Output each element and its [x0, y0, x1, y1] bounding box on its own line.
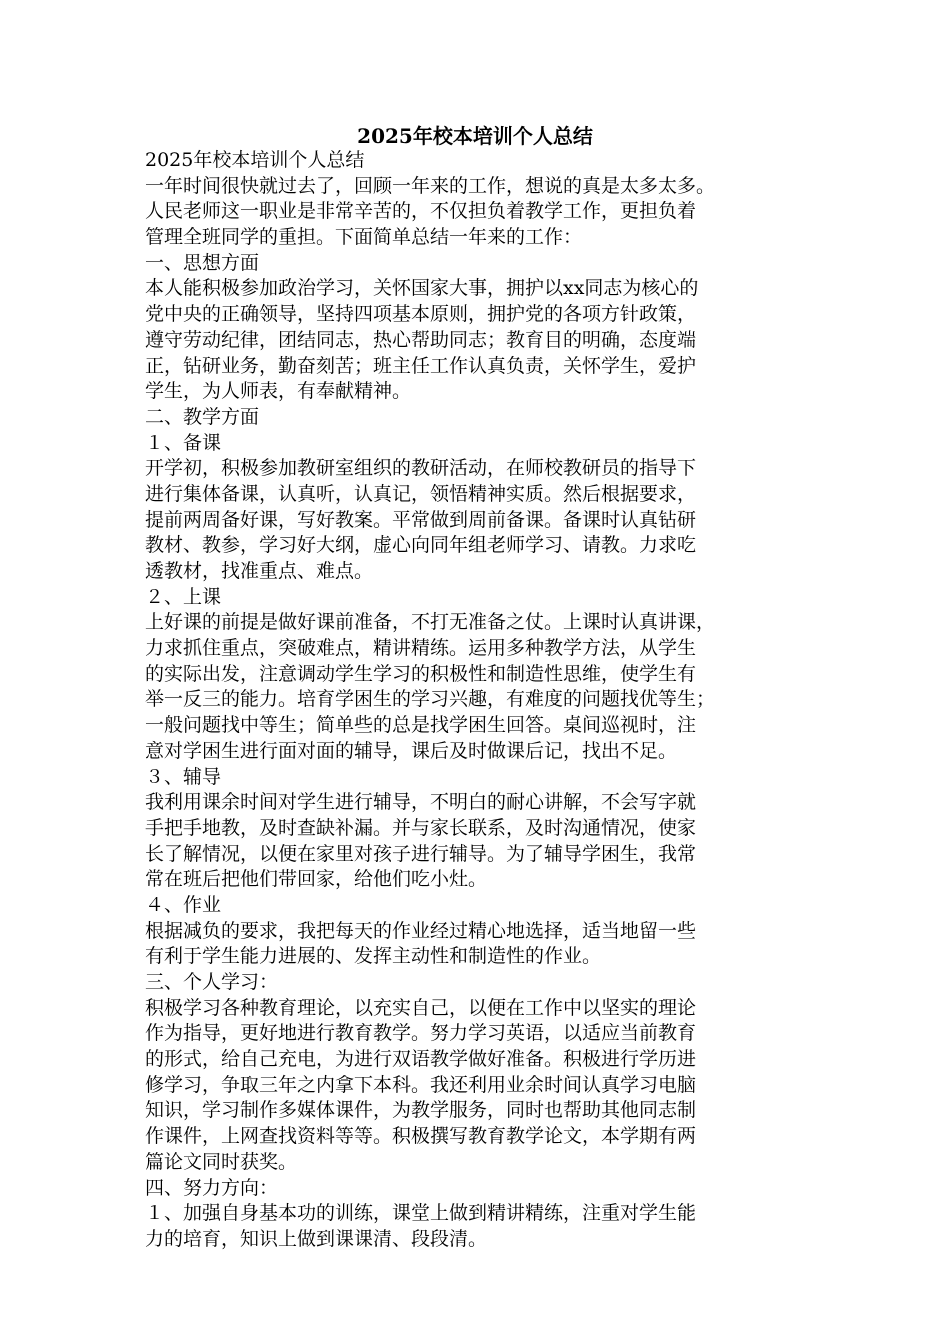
text-line: 手把手地教，及时查缺补漏。并与家长联系，及时沟通情况，使家	[145, 816, 697, 839]
text-line: 提前两周备好课，写好教案。平常做到周前备课。备课时认真钻研	[145, 508, 697, 531]
text-line: 常在班后把他们带回家，给他们吃小灶。	[145, 868, 488, 891]
text-line: 遵守劳动纪律，团结同志，热心帮助同志；教育目的明确，态度端	[145, 328, 697, 351]
text-line: 四、努力方向：	[145, 1176, 279, 1199]
text-line: 管理全班同学的重担。下面简单总结一年来的工作：	[145, 226, 583, 249]
text-line: 力的培育，知识上做到课课清、段段清。	[145, 1227, 488, 1250]
text-line: 开学初，积极参加教研室组织的教研活动，在师校教研员的指导下	[145, 457, 697, 480]
text-line: 进行集体备课，认真听，认真记，领悟精神实质。然后根据要求，	[145, 482, 697, 505]
text-line: 举一反三的能力。培育学困生的学习兴趣，有难度的问题找优等生；	[145, 688, 716, 711]
text-line: １、加强自身基本功的训练，课堂上做到精讲精练，注重对学生能	[145, 1202, 697, 1225]
text-line: 一年时间很快就过去了，回顾一年来的工作，想说的真是太多太多。	[145, 174, 716, 197]
text-line: 我利用课余时间对学生进行辅导，不明白的耐心讲解，不会写字就	[145, 791, 697, 814]
text-line: 一、思想方面	[145, 251, 260, 274]
text-line: 知识，学习制作多媒体课件，为教学服务，同时也帮助其他同志制	[145, 1099, 697, 1122]
document-title: 2025年校本培训个人总结	[357, 124, 593, 148]
text-line: 一般问题找中等生；简单些的总是找学困生回答。桌间巡视时，注	[145, 714, 697, 737]
text-line: 篇论文同时获奖。	[145, 1150, 298, 1173]
text-line: １、备课	[145, 431, 222, 454]
text-line: 修学习，争取三年之内拿下本科。我还利用业余时间认真学习电脑	[145, 1073, 697, 1096]
document-body	[145, 148, 810, 1253]
text-line: 学生，为人师表，有奉献精神。	[145, 380, 412, 403]
text-line: 的形式，给自己充电，为进行双语教学做好准备。积极进行学历进	[145, 1048, 697, 1071]
text-line: 积极学习各种教育理论，以充实自己，以便在工作中以坚实的理论	[145, 996, 697, 1019]
text-line: 党中央的正确领导，坚持四项基本原则，拥护党的各项方针政策，	[145, 303, 697, 326]
text-line: 长了解情况，以便在家里对孩子进行辅导。为了辅导学困生，我常	[145, 842, 697, 865]
text-line: 二、教学方面	[145, 405, 260, 428]
text-line: 有利于学生能力进展的、发挥主动性和制造性的作业。	[145, 945, 602, 968]
text-line: 本人能积极参加政治学习，关怀国家大事，拥护以xx同志为核心的	[145, 277, 699, 300]
text-line: ２、上课	[145, 585, 222, 608]
text-line: 上好课的前提是做好课前准备，不打无准备之仗。上课时认真讲课，	[145, 611, 716, 634]
text-line: 作课件，上网查找资料等等。积极撰写教育教学论文，本学期有两	[145, 1125, 697, 1148]
text-line: 三、个人学习：	[145, 971, 279, 993]
text-line: 作为指导，更好地进行教育教学。努力学习英语，以适应当前教育	[145, 1022, 697, 1045]
text-line: ３、辅导	[145, 765, 222, 788]
text-line: 根据减负的要求，我把每天的作业经过精心地选择，适当地留一些	[145, 919, 697, 942]
text-line: 力求抓住重点，突破难点，精讲精练。运用多种教学方法，从学生	[145, 637, 697, 660]
text-line: ４、作业	[145, 893, 222, 916]
text-line: 意对学困生进行面对面的辅导，课后及时做课后记，找出不足。	[145, 739, 678, 762]
text-line: 的实际出发，注意调动学生学习的积极性和制造性思维，使学生有	[145, 662, 697, 685]
text-line: 2025年校本培训个人总结	[145, 149, 365, 171]
text-line: 透教材，找准重点、难点。	[145, 560, 374, 582]
text-line: 正，钻研业务，勤奋刻苦；班主任工作认真负责，关怀学生，爱护	[145, 354, 697, 377]
text-line: 人民老师这一职业是非常辛苦的，不仅担负着教学工作，更担负着	[145, 200, 697, 223]
text-line: 教材、教参，学习好大纲，虚心向同年组老师学习、请教。力求吃	[145, 534, 697, 557]
